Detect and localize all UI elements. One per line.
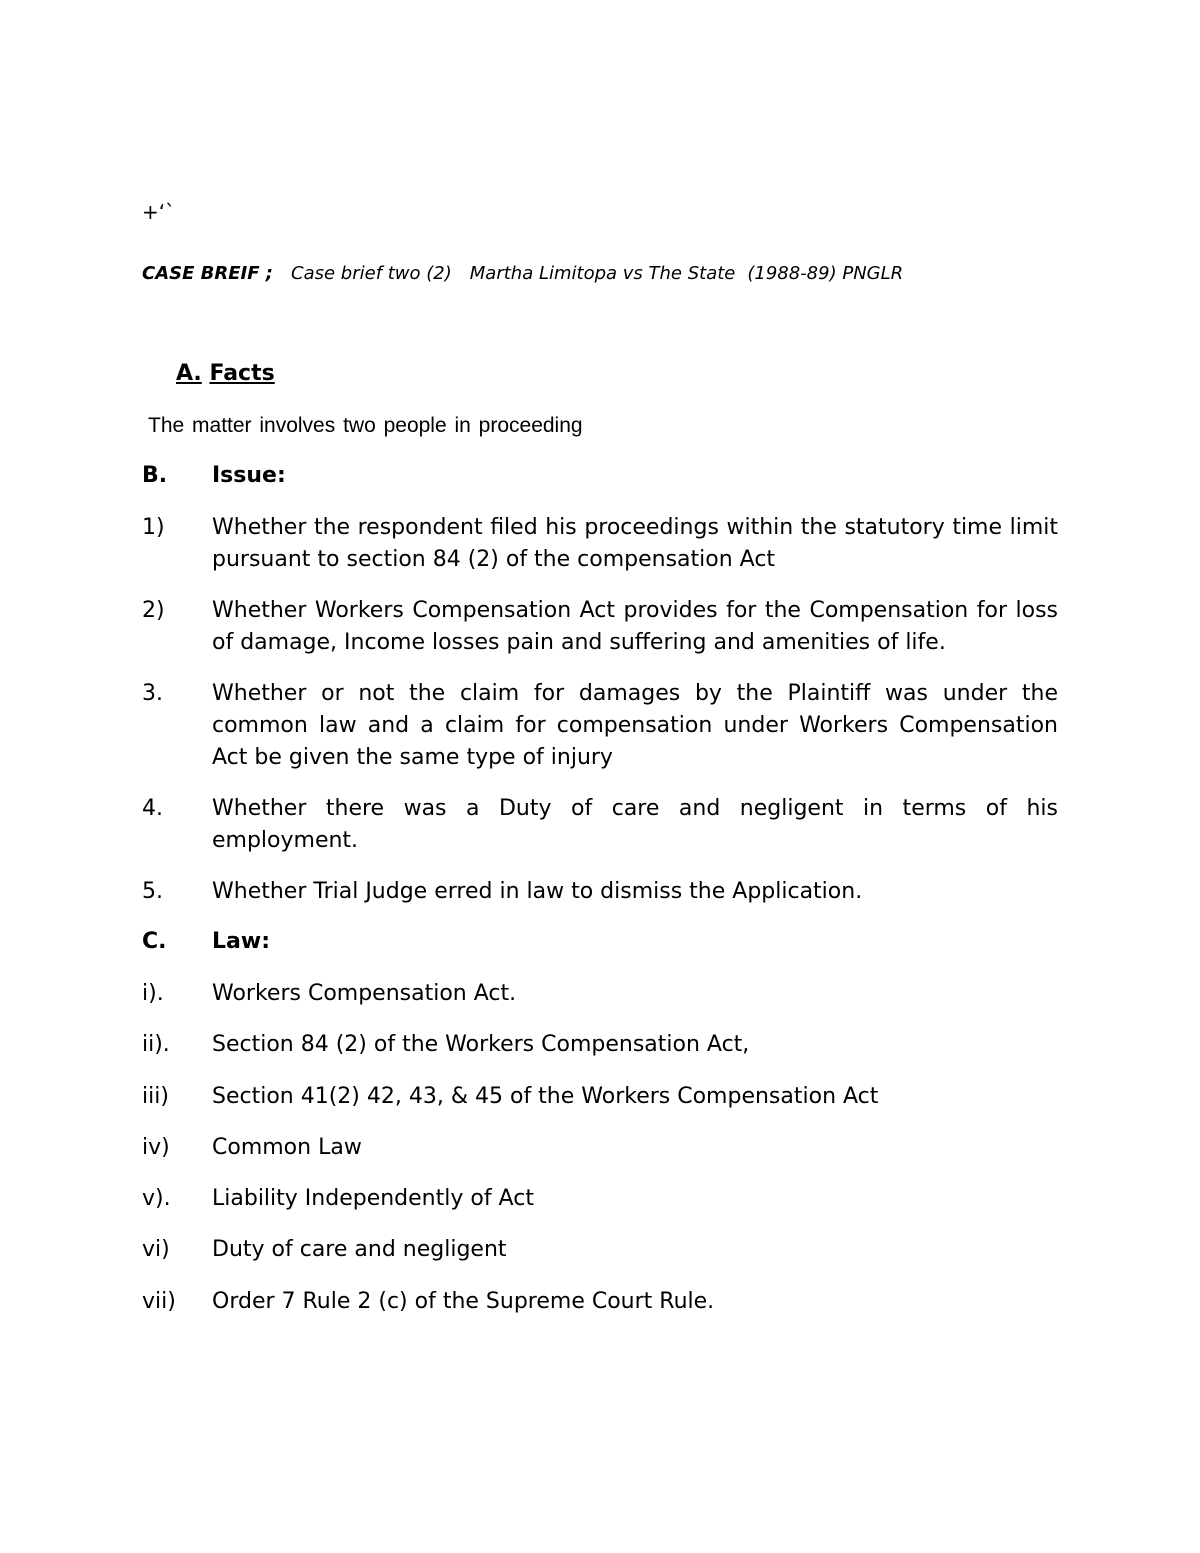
issue-item-number: 5. <box>142 879 163 904</box>
issue-item-text: Whether Workers Compensation Act provides for the Compensation for loss of damage, Income losses pain and suffering and amenities of life. <box>212 598 1058 655</box>
law-item-text: Liability Independently of Act <box>212 1186 534 1211</box>
issue-title: Issue: <box>212 463 286 488</box>
facts-title: Facts <box>209 361 275 386</box>
stray-mark: +‘` <box>142 200 176 224</box>
facts-text: The matter involves two people in proceeding <box>148 414 583 437</box>
law-item-text: Section 41(2) 42, 43, & 45 of the Workers Compensation Act <box>212 1084 879 1109</box>
law-title: Law: <box>212 929 270 954</box>
issue-item-text: Whether the respondent filed his proceedings within the statutory time limit pursuant to section 84 (2) of the compensation Act <box>212 515 1058 572</box>
law-item-text: Workers Compensation Act. <box>212 981 517 1006</box>
facts-heading <box>176 361 275 386</box>
law-item-number: ii). <box>142 1032 170 1057</box>
case-subtitle: Case brief two (2) <box>291 263 452 284</box>
law-item-text: Order 7 Rule 2 (c) of the Supreme Court Rule. <box>212 1289 715 1314</box>
issue-item-text: Whether Trial Judge erred in law to dismiss the Application. <box>212 879 863 904</box>
law-item-text: Common Law <box>212 1135 362 1160</box>
issue-item-text: Whether there was a Duty of care and negligent in terms of his employment. <box>212 796 1058 853</box>
law-item-number: i). <box>142 981 164 1006</box>
issue-item-text: Whether or not the claim for damages by the Plaintiff was under the common law and a claim for compensation under Workers Compensation Act be given the same type of injury <box>212 681 1058 770</box>
law-item-text: Section 84 (2) of the Workers Compensation Act, <box>212 1032 750 1057</box>
issue-item-number: 4. <box>142 796 163 821</box>
issue-item-number: 2) <box>142 598 165 623</box>
facts-letter: A. <box>176 361 202 386</box>
law-item-number: vii) <box>142 1289 176 1314</box>
issue-letter: B. <box>142 463 168 488</box>
law-item-number: vi) <box>142 1237 170 1262</box>
case-header <box>142 263 903 284</box>
case-label: CASE BREIF ; <box>142 263 274 284</box>
law-heading <box>142 929 342 959</box>
case-citation: (1988-89) PNGLR <box>747 263 904 284</box>
case-parties: Martha Limitopa vs The State <box>469 263 736 284</box>
issue-item-number: 1) <box>142 515 165 540</box>
law-item-number: iv) <box>142 1135 170 1160</box>
law-letter: C. <box>142 929 167 954</box>
law-item-number: v). <box>142 1186 171 1211</box>
issue-item-number: 3. <box>142 681 163 706</box>
issue-heading <box>142 463 302 493</box>
law-item-text: Duty of care and negligent <box>212 1237 507 1262</box>
law-item-number: iii) <box>142 1084 169 1109</box>
